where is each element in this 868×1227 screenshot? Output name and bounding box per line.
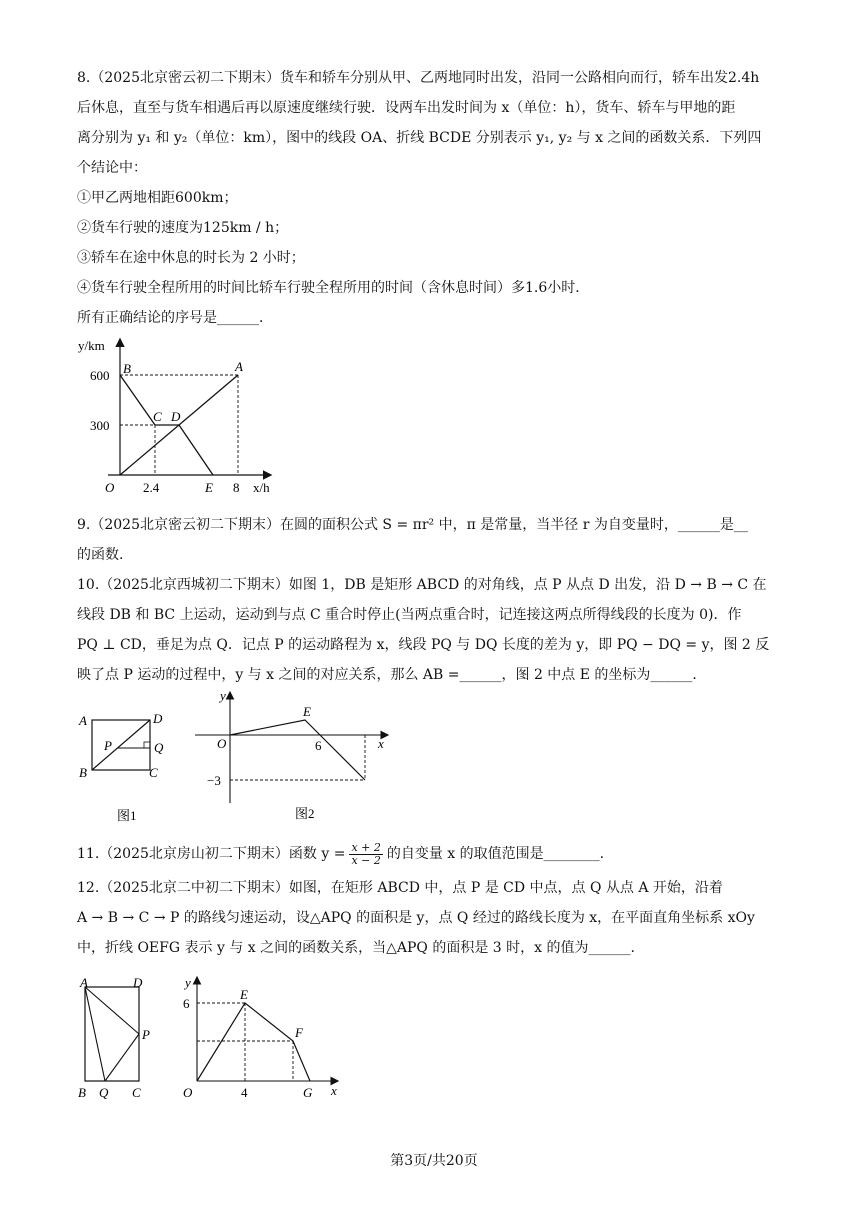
q8-tick-2.4: 2.4 — [143, 480, 160, 495]
q12-f1-C: C — [132, 1085, 141, 1100]
q8-tick-600: 600 — [90, 368, 110, 383]
q12-f1-D: D — [133, 975, 143, 990]
q11-prefix: 11.（2025北京房山初二下期末）函数 y = — [77, 846, 346, 862]
q8-point-D: D — [171, 409, 181, 424]
q10-f1-Q: Q — [154, 740, 164, 755]
q8-conclusion-3: ③轿车在途中休息的时长为 2 小时； — [77, 250, 305, 266]
q8-line-4: 个结论中： — [77, 160, 147, 176]
q8-point-E: E — [205, 480, 213, 495]
q11-denominator: x − 2 — [351, 853, 381, 867]
page-footer: 第3页/共20页 — [390, 1153, 478, 1169]
q8-line-1: 8.（2025北京密云初二下期末）货车和轿车分别从甲、乙两地同时出发，沿同一公路相向而行，轿车出发2.4h — [77, 70, 760, 86]
q12-line-2: A → B → C → P 的路线匀速运动，设△APQ 的面积是 y，点 Q 经过的路线长度为 x，在平面直角坐标系 xOy — [77, 910, 755, 926]
q11-line — [77, 840, 604, 868]
q10-line-1: 10.（2025北京西城初二下期末）如图 1，DB 是矩形 ABCD 的对角线，点 P 从点 D 出发，沿 D → B → C 在 — [77, 577, 767, 593]
q10-line-3: PQ ⊥ CD，垂足为点 Q．记点 P 的运动路程为 x，线段 PQ 与 DQ 长度的差为 y，即 PQ − DQ = y，图 2 反 — [77, 637, 770, 653]
q10-f1-D: D — [153, 711, 163, 726]
q8-conclusion-4: ④货车行驶全程所用的时间比轿车行驶全程所用的时间（含休息时间）多1.6小时． — [77, 280, 590, 296]
q12-f2-G: G — [303, 1085, 313, 1100]
q12-f1-P: P — [142, 1027, 150, 1042]
q8-line-2: 后休息，直至与货车相遇后再以原速度继续行驶．设两车出发时间为 x（单位：h），货车、轿车与甲地的距 — [77, 100, 736, 116]
q10-f2-O: O — [217, 736, 227, 751]
q8-conclusion-2: ②货车行驶的速度为125km / h； — [77, 220, 289, 236]
q10-f1-P: P — [104, 738, 112, 753]
q8-point-A: A — [235, 359, 243, 374]
q9-line-2: 的函数. — [77, 547, 124, 563]
q8-tick-8: 8 — [233, 480, 240, 495]
q9-line-1: 9.（2025北京密云初二下期末）在圆的面积公式 S = πr² 中，π 是常量，当半径 r 为自变量时，______是__ — [77, 517, 748, 533]
q10-figure-1 — [77, 705, 177, 825]
q12-f1-B: B — [78, 1085, 86, 1100]
q12-f1-A: A — [80, 975, 88, 990]
q10-f2-tick-neg3: −3 — [207, 773, 221, 788]
q12-f2-O: O — [183, 1085, 193, 1100]
q12-f2-tick-6: 6 — [183, 996, 190, 1011]
q12-f2-tick-4: 4 — [241, 1085, 248, 1100]
q12-line-3: 中，折线 OEFG 表示 y 与 x 之间的函数关系，当△APQ 的面积是 3 时，x 的值为______. — [77, 940, 635, 956]
q8-question: 所有正确结论的序号是______． — [77, 310, 273, 326]
q10-f2-E: E — [303, 704, 311, 719]
q8-x-label: x/h — [253, 480, 270, 495]
q12-f2-y: y — [185, 975, 191, 990]
q10-f2-tick-6: 6 — [315, 738, 322, 753]
q11-suffix: 的自变量 x 的取值范围是________. — [386, 846, 605, 862]
q10-line-4: 映了点 P 运动的过程中，y 与 x 之间的对应关系，那么 AB =______，图 2 中点 E 的坐标为______． — [77, 667, 707, 683]
q12-f2-E: E — [240, 987, 248, 1002]
q12-line-1: 12.（2025北京二中初二下期末）如图，在矩形 ABCD 中，点 P 是 CD 中点，点 Q 从点 A 开始，沿着 — [77, 880, 723, 896]
q8-tick-300: 300 — [90, 418, 110, 433]
q8-graph — [75, 335, 285, 500]
q12-figure-1 — [77, 975, 167, 1105]
q8-point-B: B — [123, 361, 131, 376]
q8-polyline-BCDE — [120, 375, 213, 475]
q10-diagonal-DB — [92, 720, 150, 770]
q10-figure-2 — [195, 688, 395, 823]
q10-figure-2-caption: 图2 — [295, 806, 315, 821]
q10-f1-A: A — [79, 713, 87, 728]
q10-figure-1-caption: 图1 — [117, 808, 137, 823]
q10-f2-y: y — [220, 688, 226, 703]
q12-figure-2 — [175, 973, 345, 1103]
q11-numerator: x + 2 — [351, 840, 381, 854]
q10-f1-B: B — [79, 765, 87, 780]
q10-f2-x: x — [378, 736, 384, 751]
q10-line-2: 线段 DB 和 BC 上运动，运动到与点 C 重合时停止(当两点重合时，记连接这两点所得线段的长度为 0)．作 — [77, 607, 742, 623]
q8-y-label: y/km — [78, 338, 105, 353]
q8-conclusion-1: ①甲乙两地相距600km； — [77, 190, 238, 206]
q12-f2-F: F — [295, 1025, 303, 1040]
q10-graph-line — [230, 720, 365, 780]
q8-line-3: 离分别为 y₁ 和 y₂（单位：km），图中的线段 OA、折线 BCDE 分别表示 y₁, y₂ 与 x 之间的函数关系．下列四 — [77, 130, 762, 146]
q12-f2-x: x — [331, 1083, 337, 1098]
q10-f1-C: C — [149, 765, 158, 780]
q12-rectangle — [85, 987, 139, 1081]
q11-fraction — [349, 842, 382, 867]
q8-point-C: C — [153, 409, 162, 424]
q8-origin: O — [105, 480, 115, 495]
q12-f1-Q: Q — [99, 1085, 109, 1100]
